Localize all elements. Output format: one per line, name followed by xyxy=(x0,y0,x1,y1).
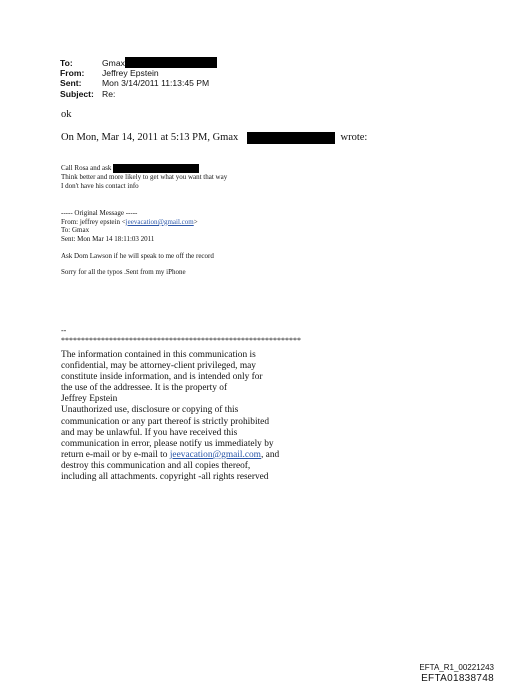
reply-body: ok xyxy=(61,109,72,120)
disclaimer-line: including all attachments. copyright -all rights reserved xyxy=(61,472,269,483)
original-from-suffix: > xyxy=(193,217,198,226)
email-header xyxy=(60,58,217,99)
disclaimer-line: The information contained in this communication is xyxy=(61,350,256,360)
original-message-marker: ----- Original Message ----- xyxy=(61,209,138,218)
quoted-line-text: Call Rosa and ask xyxy=(61,164,112,172)
disclaimer-line: constitute inside information, and is intended only for xyxy=(61,372,263,383)
sent-label: Sent: xyxy=(60,78,82,89)
disclaimer-text: return e-mail or by e-mail to xyxy=(61,449,170,460)
disclaimer-line: communication or any part thereof is strictly prohibited xyxy=(61,416,270,427)
email-link[interactable]: jeevacation@gmail.com xyxy=(169,449,261,460)
quote-attribution-prefix: On Mon, Mar 14, 2011 at 5:13 PM, Gmax xyxy=(61,132,239,143)
quoted-line: Think better and more likely to get what you want that way xyxy=(61,173,228,181)
email-link[interactable]: jeevacation@gmail.com xyxy=(125,217,194,226)
bates-stamp-secondary: EFTA01838748 xyxy=(421,673,494,684)
separator-dashes: -- xyxy=(61,326,67,335)
from-value: Jeffrey Epstein xyxy=(102,68,159,79)
subject-value: Re: xyxy=(102,88,116,99)
redaction-box xyxy=(125,57,217,68)
disclaimer-line: communication in error, please notify us immediately by xyxy=(61,438,274,449)
original-from-prefix: From: jeffrey epstein < xyxy=(61,217,126,226)
header-sent-row xyxy=(60,78,217,88)
redaction-box xyxy=(113,164,199,173)
disclaimer-line: and may be unlawful. If you have received this xyxy=(61,427,238,438)
from-label: From: xyxy=(60,68,85,79)
to-label: To: xyxy=(60,58,73,68)
to-value: Gmax xyxy=(102,58,125,68)
header-subject-row xyxy=(60,89,217,99)
original-message-body: Ask Dom Lawson if he will speak to me off the record xyxy=(61,251,214,260)
confidentiality-disclaimer xyxy=(61,350,361,483)
disclaimer-line: Unauthorized use, disclosure or copying of this xyxy=(61,405,239,416)
bates-stamp-primary: EFTA_R1_00221243 xyxy=(419,663,494,672)
original-signature: Sorry for all the typos .Sent from my iPhone xyxy=(61,268,186,277)
header-from-row xyxy=(60,68,217,78)
quoted-line: I don't have his contact info xyxy=(61,181,139,190)
disclaimer-text: , and xyxy=(260,449,280,460)
redaction-box xyxy=(247,132,335,144)
disclaimer-line: destroy this communication and all copies thereof, xyxy=(61,460,251,471)
header-to-row xyxy=(60,58,217,68)
quoted-message xyxy=(61,164,227,277)
disclaimer-line xyxy=(61,450,361,461)
sent-value: Mon 3/14/2011 11:13:45 PM xyxy=(102,78,210,89)
disclaimer-line: the use of the addressee. It is the property of xyxy=(61,383,228,394)
original-sent-line: Sent: Mon Mar 14 18:11:03 2011 xyxy=(61,234,155,243)
subject-label: Subject: xyxy=(60,88,94,99)
bates-stamp xyxy=(419,662,494,684)
separator-stars: ************************************************************ xyxy=(61,336,301,345)
quote-attribution xyxy=(61,132,367,144)
signature-separator xyxy=(61,326,301,346)
original-to-line: To: Gmax xyxy=(61,226,90,235)
quoted-line xyxy=(61,164,227,173)
original-from-line xyxy=(61,218,227,227)
disclaimer-line: confidential, may be attorney-client privileged, may xyxy=(61,361,256,372)
disclaimer-line: Jeffrey Epstein xyxy=(61,394,118,405)
quote-attribution-suffix: wrote: xyxy=(340,132,368,143)
